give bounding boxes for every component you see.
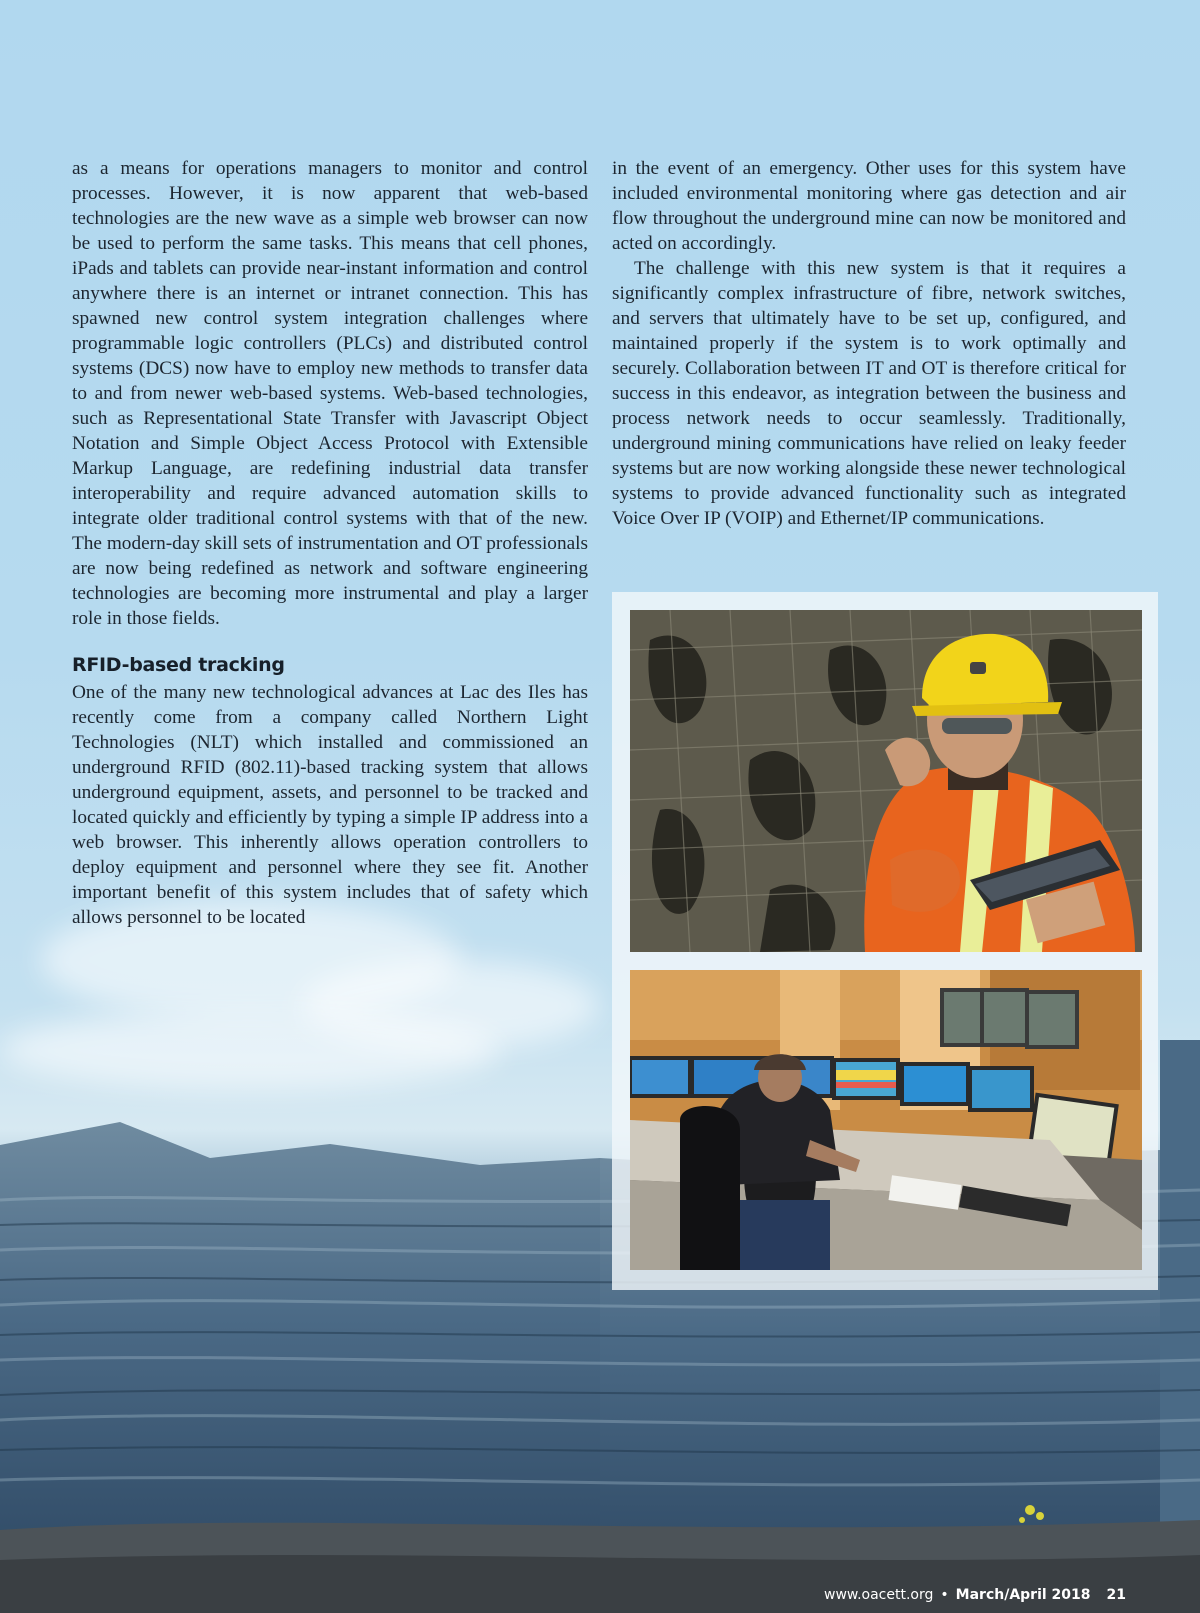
body-paragraph: One of the many new technological advances at Lac des Iles has recently come from a company called Northern Light Technologies (NLT) which installed and commissioned an underground RFID (802.11)-based tracking system that allows underground equipment, assets, and personnel to be tracked and located quickly and efficiently by typing a simple IP address into a web browser. This inherently allows operation controllers to deploy equipment and personnel where they see fit. Another important benefit of this system includes that of safety which allows personnel to be located [72,682,588,928]
right-column [612,156,1126,531]
section-heading: RFID-based tracking [72,654,285,676]
body-paragraph: as a means for operations managers to monitor and control processes. However, it is now apparent that web-based technologies are the new wave as a simple web browser can now be used to perform the same tasks. This means that cell phones, iPads and tablets can provide near-instant information and control anywhere there is an internet or intranet connection. This has spawned new control system integration challenges where programmable logic controllers (PLCs) and distributed control systems (DCS) now have to employ new methods to transfer data to and from newer web-based systems. Web-based technologies, such as Representational State Transfer with Javascript Object Notation and Simple Object Access Protocol with Extensible Markup Language, are redefining industrial data transfer interoperability and require advanced automation skills to integrate older traditional control systems with that of the new. The modern-day skill sets of instrumentation and OT professionals are now being redefined as network and software engineering technologies are becoming more instrumental and play a larger role in those fields. [72,158,588,629]
footer-issue-date: March/April 2018 [955,1587,1091,1603]
footer-separator: • [940,1587,949,1603]
photo-frame [612,592,1158,1290]
page-footer [824,1587,1126,1603]
footer-website: www.oacett.org [824,1587,934,1603]
left-column [72,156,588,930]
page-number: 21 [1106,1587,1126,1603]
body-paragraph: The challenge with this new system is that it requires a significantly complex infrastructure of fibre, network switches, and servers that ultimately have to be set up, configured, and maintained properly if the system is to work optimally and securely. Collaboration between IT and OT is therefore critical for success in this endeavor, as integration between the business and process network needs to occur seamlessly. Traditionally, underground mining communications have relied on leaky feeder systems but are now working alongside these newer technological systems to provide advanced functionality such as integrated Voice Over IP (VOIP) and Ethernet/IP communications. [612,258,1126,529]
body-paragraph: in the event of an emergency. Other uses for this system have included environmental monitoring where gas detection and air flow throughout the underground mine can now be monitored and acted on accordingly. [612,158,1126,254]
control-room-photo [630,970,1142,1270]
miner-photo [630,610,1142,952]
